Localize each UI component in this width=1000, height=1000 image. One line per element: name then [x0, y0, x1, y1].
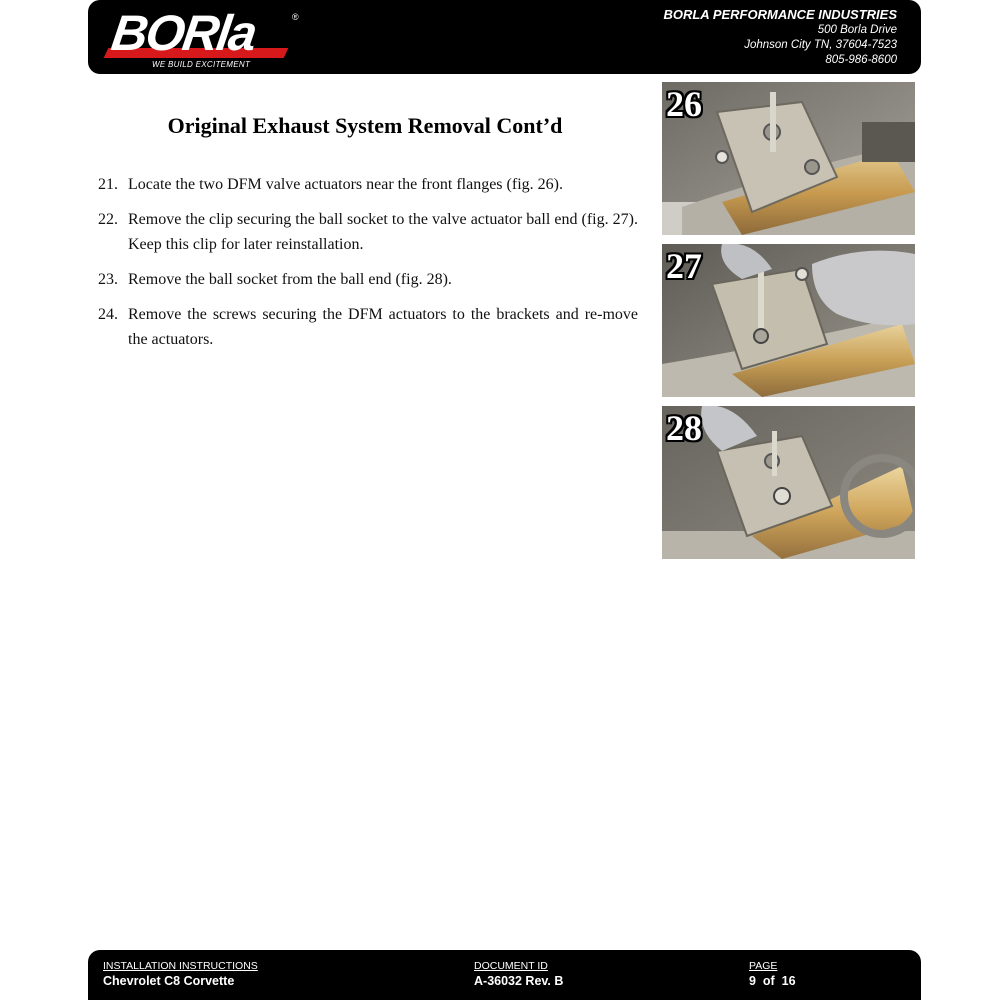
- figure-number: 26: [666, 84, 702, 124]
- company-address-city: Johnson City TN, 37604-7523: [744, 39, 897, 51]
- company-name: BORLA PERFORMANCE INDUSTRIES: [663, 7, 897, 22]
- company-phone: 805-986-8600: [825, 54, 897, 66]
- step-number: 21.: [98, 176, 118, 193]
- figure-number: 28: [666, 408, 702, 448]
- footer-doc-type-label: INSTALLATION INSTRUCTIONS: [103, 960, 258, 972]
- page-title: Original Exhaust System Removal Cont’d: [167, 113, 563, 138]
- borla-logo: [106, 5, 306, 70]
- footer-document-type: [103, 959, 258, 990]
- step-item: [98, 172, 638, 197]
- step-text: Locate the two DFM valve actuators near the front flanges (fig. 26).: [128, 176, 563, 193]
- logo-registered-mark: ®: [292, 12, 299, 22]
- step-number: 24.: [98, 306, 118, 323]
- company-address-street: 500 Borla Drive: [817, 24, 897, 36]
- step-item: [98, 207, 638, 257]
- logo-wordmark: BORla: [108, 5, 259, 61]
- footer-page-label: PAGE: [749, 960, 778, 972]
- step-list: [98, 172, 638, 362]
- footer-doc-id-value: A-36032 Rev. B: [474, 974, 564, 988]
- footer-page: [749, 959, 796, 990]
- step-number: 23.: [98, 271, 118, 288]
- figure-27-photo: [662, 244, 915, 397]
- footer-page-value: 9 of 16: [749, 974, 796, 988]
- step-text: Remove the ball socket from the ball end (fig. 28).: [128, 271, 452, 288]
- footer-doc-type-value: Chevrolet C8 Corvette: [103, 974, 235, 988]
- figure-28-photo: [662, 406, 915, 559]
- step-text: Remove the clip securing the ball socket to the valve actuator ball end (fig. 27). Keep this clip for later reinstallation.: [128, 211, 638, 253]
- logo-tagline: WE BUILD EXCITEMENT: [152, 60, 251, 69]
- step-number: 22.: [98, 211, 118, 228]
- footer-doc-id-label: DOCUMENT ID: [474, 960, 548, 972]
- footer-document-id: [474, 959, 563, 990]
- page-footer: [88, 950, 921, 1000]
- figure-number: 27: [666, 246, 702, 286]
- step-item: [98, 302, 638, 352]
- step-text: Remove the screws securing the DFM actuators to the brackets and re-move the actuators.: [128, 306, 638, 348]
- page-header: [88, 0, 921, 74]
- step-item: [98, 267, 638, 292]
- figure-26-photo: [662, 82, 915, 235]
- company-info: [663, 7, 897, 68]
